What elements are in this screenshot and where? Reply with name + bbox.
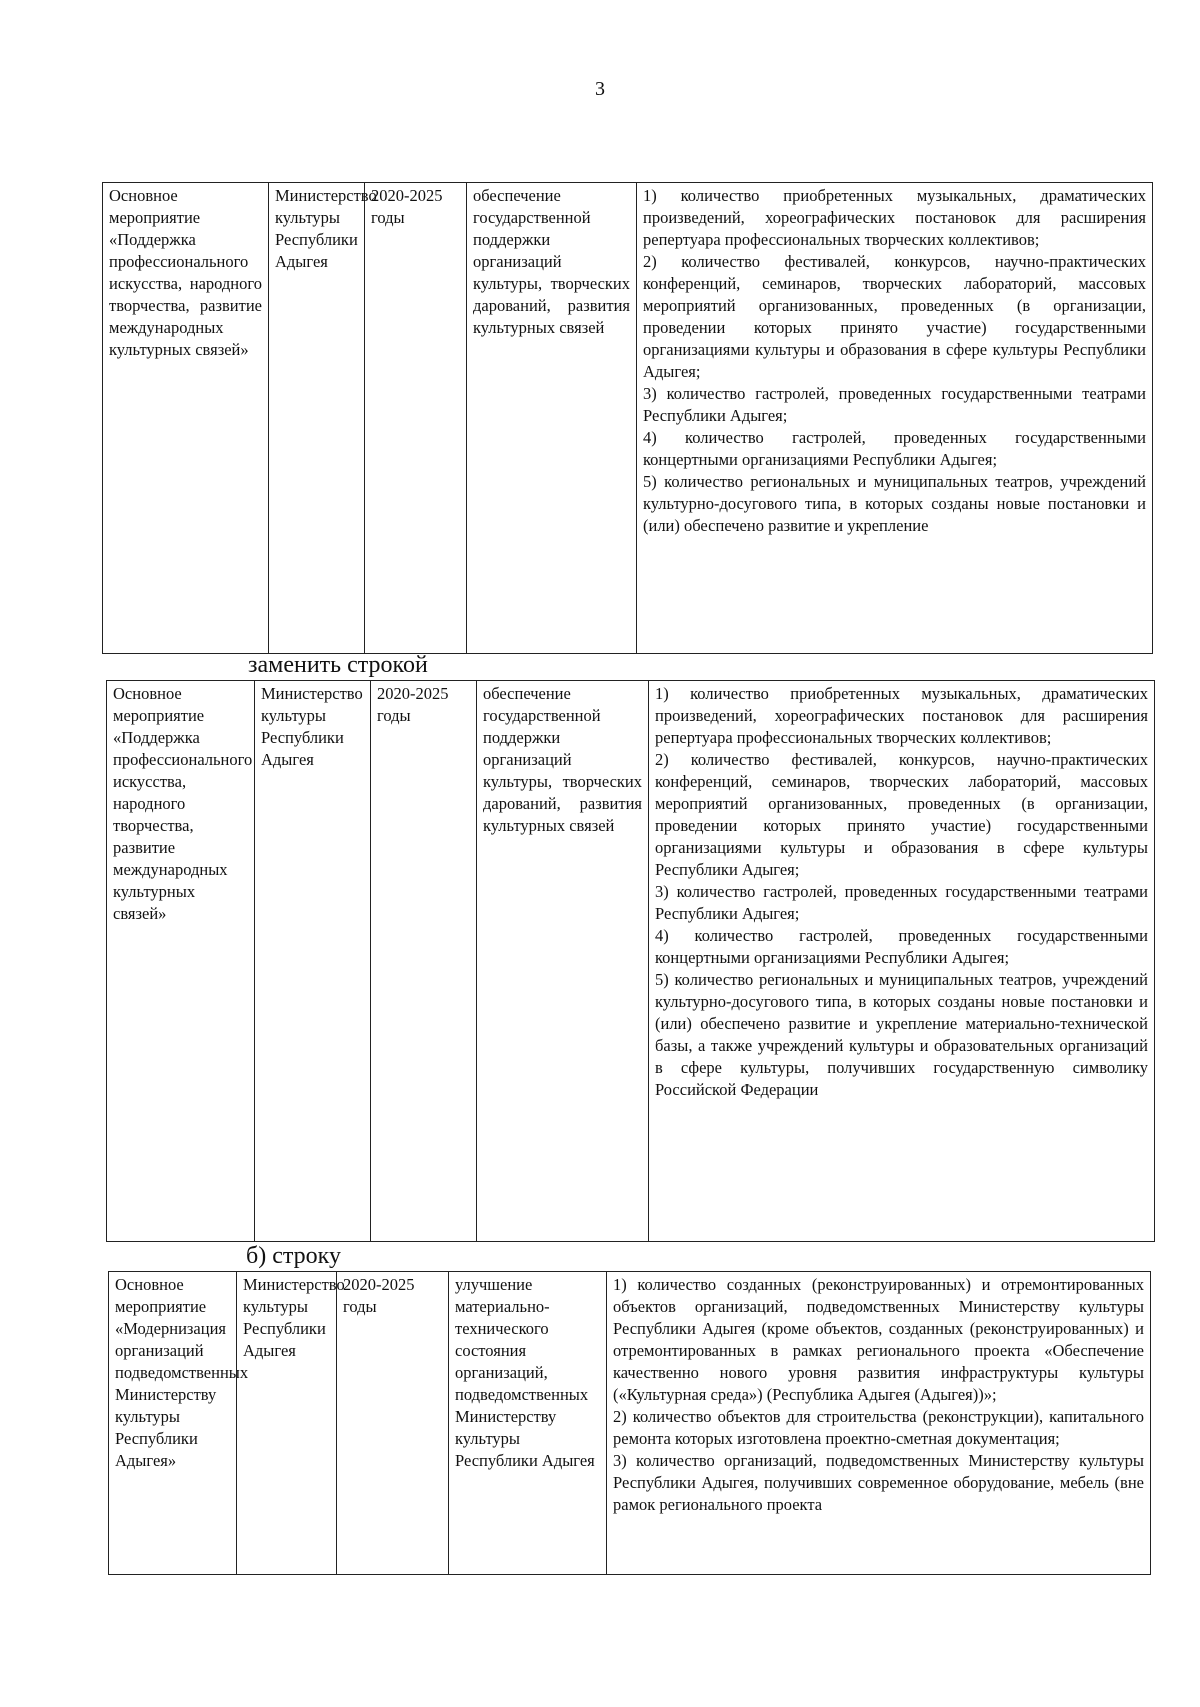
page-number: 3 bbox=[595, 78, 605, 100]
indicators-text: 1) количество приобретенных музыкальных, драматических произведений, хореографических постановок для расширения репертуара профессиональных творческих коллективов; 2) количество фестивалей, конкурсов, научно-практических конференций, семинаров, творческих лабораторий, массовых мероприятий организованных, проведенных (в организации, проведении которых принято участие) государственными организациями культуры и образования в сфере культуры Республики Адыгея; 3) количество гастролей, проведенных государственными театрами Республики Адыгея; 4) количество гастролей, проведенных государственными концертными организациями Республики Адыгея; 5) количество региональных и муниципальных театров, учреждений культурно-досугового типа, в которых созданы новые постановки и (или) обеспечено развитие и укрепление bbox=[643, 186, 1146, 535]
table-row bbox=[109, 1272, 1151, 1575]
old-row-table bbox=[102, 182, 1153, 654]
period-cell: 2020-2025 годы bbox=[365, 183, 467, 654]
table-row bbox=[107, 681, 1155, 1242]
period-cell: 2020-2025 годы bbox=[371, 681, 477, 1242]
executor-cell: Министерство культуры Республики Адыгея bbox=[269, 183, 365, 654]
indicators-cell bbox=[607, 1272, 1151, 1575]
indicators-cell bbox=[637, 183, 1153, 654]
new-row-table bbox=[106, 680, 1155, 1242]
executor-cell: Министерство культуры Республики Адыгея bbox=[255, 681, 371, 1242]
row-b-table bbox=[108, 1271, 1151, 1575]
indicators-text: 1) количество приобретенных музыкальных, драматических произведений, хореографических постановок для расширения репертуара профессиональных творческих коллективов; 2) количество фестивалей, конкурсов, научно-практических конференций, семинаров, творческих лабораторий, массовых мероприятий организованных, проведенных (в организации, проведении которых принято участие) государственными организациями культуры и образования в сфере культуры Республики Адыгея; 3) количество гастролей, проведенных государственными театрами Республики Адыгея; 4) количество гастролей, проведенных государственными концертными организациями Республики Адыгея; 5) количество региональных и муниципальных театров, учреждений культурно-досугового типа, в которых созданы новые постановки и (или) обеспечено развитие и укрепление материально-технической базы, а также учреждений культуры и образовательных организаций в сфере культуры, получивших государственную символику Российской Федерации bbox=[655, 684, 1148, 1099]
result-cell: обеспечение государственной поддержки организаций культуры, творческих дарований, развития культурных связей bbox=[477, 681, 649, 1242]
activity-cell: Основное мероприятие «Поддержка профессионального искусства, народного творчества, развитие международных культурных связей» bbox=[103, 183, 269, 654]
indicators-cell bbox=[649, 681, 1155, 1242]
indicators-text: 1) количество созданных (реконструированных) и отремонтированных объектов организаций, подведомственных Министерству культуры Республики Адыгея (кроме объектов, созданных (реконструированных) и отремонтированных в рамках регионального проекта «Обеспечение качественно нового уровня развития инфраструктуры культуры («Культурная среда») (Республика Адыгея (Адыгея))»; 2) количество объектов для строительства (реконструкции), капитального ремонта которых изготовлена проектно-сметная документация; 3) количество организаций, подведомственных Министерству культуры Республики Адыгея, получивших современное оборудование, мебель (вне рамок регионального проекта bbox=[613, 1275, 1144, 1514]
table-row bbox=[103, 183, 1153, 654]
result-cell: улучшение материально-технического состояния организаций, подведомственных Министерству культуры Республики Адыгея bbox=[449, 1272, 607, 1575]
period-cell: 2020-2025 годы bbox=[337, 1272, 449, 1575]
activity-cell: Основное мероприятие «Модернизация организаций подведомственных Министерству культуры Республики Адыгея» bbox=[109, 1272, 237, 1575]
row-b-caption: б) строку bbox=[246, 1243, 341, 1269]
result-cell: обеспечение государственной поддержки организаций культуры, творческих дарований, развития культурных связей bbox=[467, 183, 637, 654]
activity-cell: Основное мероприятие «Поддержка профессионального искусства, народного творчества, развитие международных культурных связей» bbox=[107, 681, 255, 1242]
replace-caption: заменить строкой bbox=[248, 652, 428, 678]
executor-cell: Министерство культуры Республики Адыгея bbox=[237, 1272, 337, 1575]
